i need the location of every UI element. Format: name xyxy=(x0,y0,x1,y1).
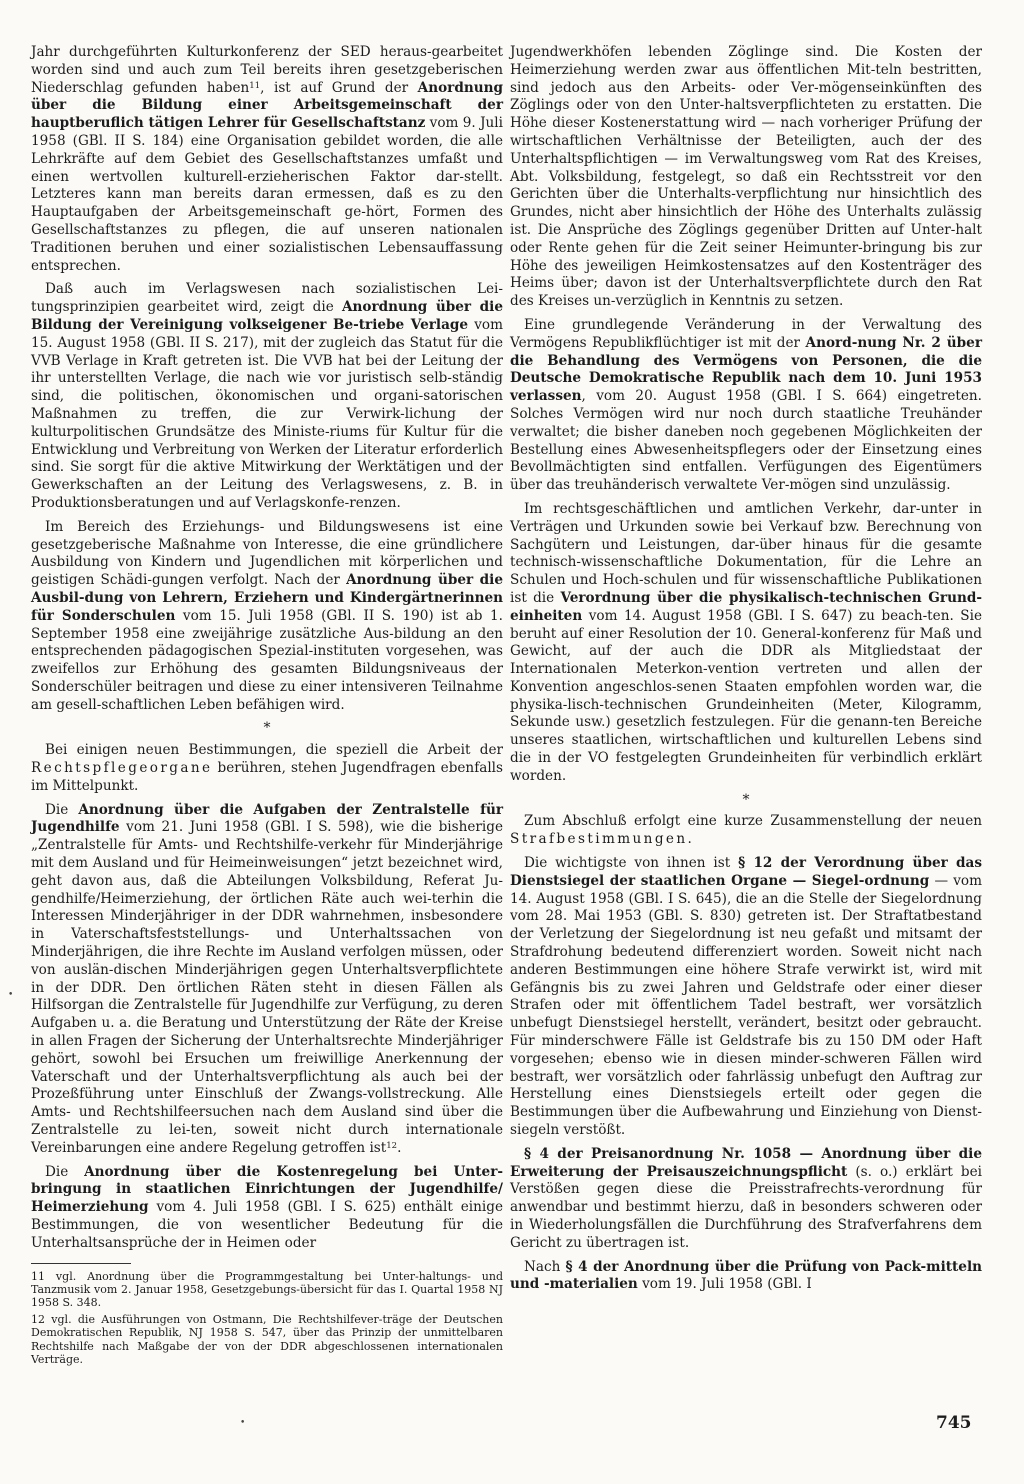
text: vom 15. Juli 1958 (GBl. II S. 190) ist ab 1. September 1958 eine zweijährige zusätzliche Aus-bildung an den entsprechenden pädagogischen Spezial-instituten vorgesehen, was zweifellos zur Erhöhung des gesamten Bildungsniveaus der Sonderschüler beitragen und diese zu einer intensiveren Teilnahme am gesell-schaftlichen Leben befähigen wird. xyxy=(31,607,504,713)
footnote-11: 11 vgl. Anordnung über die Programmgestaltung bei Unter-haltungs- und Tanzmusik vom 2. Januar 1958, Gesetzgebungs-übersicht für das I. Quartal 1958 NJ 1958 S. 348. xyxy=(31,1269,503,1309)
text: . xyxy=(687,831,692,848)
bold-title: § 4 der Anordnung über die Prüfung von Pack-mitteln und -materialien xyxy=(510,1258,982,1293)
spaced-emphasis: Rechtspflegeorgane xyxy=(31,760,213,777)
right-column xyxy=(510,44,982,1300)
bold-title: Anord-nung Nr. 2 über die Behandlung des Vermögens von Personen, die die Deutsche Demokratische Republik nach dem 10. Juni 1953 verlassen xyxy=(510,334,982,405)
right-paragraph-5 xyxy=(510,855,982,1140)
right-paragraph-6 xyxy=(510,1146,982,1253)
text: vom 9. Juli 1958 (GBl. II S. 184) eine Organisation gebildet worden, die alle Lehrkräfte auf dem Gebiet des Gesellschaftstanzes umfaßt und einen wertvollen kulturell-erzieherischen Faktor dar-stellt. Letzteres kann man bereits daran ermessen, daß es zu den Hauptaufgaben der Arbeitsgemeinschaft ge-hört, Formen des Gesellschaftstanzes zu pflegen, die auf unseren nationalen Traditionen beruhen und einer sozialistischen Lebensauffassung entsprechen. xyxy=(31,115,504,274)
scan-speck-dot: • xyxy=(8,990,14,1000)
text: vom 4. Juli 1958 (GBl. I S. 625) enthält einige Bestimmungen, die von wesentlicher Bedeutung für die Unterhaltsansprüche der in Heimen oder xyxy=(31,1199,503,1251)
text: vom 14. August 1958 (GBl. I S. 647) zu beach-ten. Sie beruht auf einer Resolution der 10. General-konferenz für Maß und Gewicht, auf der auch die DDR als Mitgliedstaat der Internationalen Meterkon-vention vertreten und allen der Konvention angeschlos-senen Staaten empfohlen worden war, die physika-lisch-technischen Grundeinheiten (Meter, Kilogramm, Sekunde usw.) gesetzlich festzulegen. Für die genann-ten Bereiche unseres staatlichen, wirtschaftlichen und kulturellen Lebens sind die in der VO festgelegten Grundeinheiten für verbindlich erklärt worden. xyxy=(510,607,982,784)
text: Die wichtigste von ihnen ist xyxy=(524,855,739,872)
text: Die xyxy=(45,1163,85,1180)
footnote-divider xyxy=(31,1263,131,1264)
right-paragraph-7 xyxy=(510,1259,982,1295)
text: Zum Abschluß erfolgt eine kurze Zusammenstellung der neuen xyxy=(524,813,982,830)
footnote-ref-11: 11 xyxy=(249,80,261,91)
bold-title: Anordnung über die Kostenregelung bei Unter-bringung in staatlichen Einrichtungen der Jugendhilfe/ Heimerziehung xyxy=(31,1163,503,1216)
bold-title: Anordnung über die Bildung einer Arbeitsgemeinschaft der hauptberuflich tätigen Lehrer für Gesellschaftstanz xyxy=(31,79,503,132)
text: vom 19. Juli 1958 (GBl. I xyxy=(637,1276,812,1293)
right-paragraph-1 xyxy=(510,44,982,311)
right-paragraph-4 xyxy=(510,813,982,849)
text: — vom 14. August 1958 (GBl. I S. 645), die an die Stelle der Siegelordnung vom 28. Mai 1953 (GBl. S. 830) getreten ist. Der Straftatbestand der Verletzung der Siegelordnung ist neu gefaßt und mitsamt der Strafdrohung bedeutend differenziert worden. Soweit nicht nach anderen Bestimmungen eine höhere Strafe verwirkt ist, wird mit Gefängnis bis zu zwei Jahren und Geldstrafe oder einer dieser Strafen oder mit öffentlichem Tadel bestraft, wer vorsätzlich unbefugt Dienstsiegel herstellt, verändert, besitzt oder gebraucht. Für minderschwere Fälle ist Geldstrafe bis zu 150 DM oder Haft vorgesehen; ebenso wie in diesen minder-schweren Fällen wird bestraft, wer vorsätzlich oder fahrlässig unbefugt den Auftrag zur Herstellung eines Dienstsiegels erteilt oder gegen die Bestimmungen über die Aufbewahrung und Einziehung von Dienst-siegeln verstößt. xyxy=(510,872,982,1139)
text: Im rechtsgeschäftlichen und amtlichen Verkehr, dar-unter in Verträgen und Urkunden sowie bei Verkauf bzw. Berechnung von Sachgütern und Leistungen, dar-über hinaus für die gesamte technisch-wissenschaftliche Dokumentation, für die Lehre an Schulen und Hoch-schulen und für wissenschaftliche Publikationen ist die xyxy=(510,500,982,606)
bold-title: § 12 der Verordnung über das Dienstsiegel der staatlichen Organe — Siegel-ordnung xyxy=(510,855,983,889)
text: , vom 20. August 1958 (GBl. I S. 664) eingetreten. Solches Vermögen wird nur noch durch staatliche Treuhänder verwaltet; die bisher daneben noch gegebenen Möglichkeiten der Bestellung eines Abwesenheitspflegers oder der Einsetzung eines Bevollmächtigten sind entfallen. Verfügungen des Eigentümers über das treuhänderisch verwaltete Ver-mögen sind unzulässig. xyxy=(510,388,982,494)
left-paragraph-1 xyxy=(31,44,503,275)
text: Die xyxy=(45,801,79,818)
footnote-12: 12 vgl. die Ausführungen von Ostmann, Die Rechtshilfever-träge der Deutschen Demokratischen Republik, NJ 1958 S. 547, über das Prinzip der unmittelbaren Rechtshilfe nach Maßgabe der von der DDR abgeschlossenen internationalen Verträge. xyxy=(31,1313,503,1366)
bold-title: § 4 der Preisanordnung Nr. 1058 — Anordnung über die Erweiterung der Preisauszeichnungspflicht xyxy=(510,1145,982,1180)
spaced-emphasis: Strafbestimmungen xyxy=(510,831,688,848)
right-paragraph-3 xyxy=(510,501,982,786)
bold-title: Anordnung über die Ausbil-dung von Lehrern, Erziehern und Kindergärtnerinnen für Sonderschulen xyxy=(31,572,504,624)
left-paragraph-2 xyxy=(31,281,503,512)
text: , ist auf Grund der xyxy=(260,79,418,96)
text: (s. o.) erklärt bei Verstößen gegen diese die Preisstrafrechts-verordnung für anwendbar und bestimmt hierzu, daß in besonders schweren oder in Wiederholungsfällen die Durchführung des Strafverfahrens dem Gericht zu übertragen ist. xyxy=(510,1163,982,1251)
bold-title: Anordnung über die Bildung der Vereinigung volkseigener Be-triebe Verlage xyxy=(31,299,503,333)
text: Jahr durchgeführten Kulturkonferenz der SED heraus-gearbeitet worden sind und auch zum Teil bereits ihren gesetzgeberischen Niederschlag gefunden haben xyxy=(31,44,503,96)
text: Bei einigen neuen Bestimmungen, die speziell die Arbeit der xyxy=(45,742,503,759)
bold-title: Anordnung über die Aufgaben der Zentralstelle für Jugendhilfe xyxy=(31,801,503,836)
right-paragraph-2 xyxy=(510,317,982,495)
page-number: 745 xyxy=(936,1413,972,1433)
text: . xyxy=(397,1139,402,1156)
section-separator-star: * xyxy=(263,720,271,737)
text: Jugendwerkhöfen lebenden Zöglinge sind. Die Kosten der Heimerziehung werden zwar aus öffentlichen Mit-teln bestritten, sind jedoch aus den Arbeits- oder Ver-mögenseinkünften des Zöglings oder von den Unter-haltsverpflichteten zu erstatten. Die Höhe dieser Kostenerstattung wird — nach vorheriger Prüfung der wirtschaftlichen Verhältnisse der Beteiligten, auch der des Unterhaltspflichtigen — im Verwaltungsweg vom Rat des Kreises, Abt. Volksbildung, festgelegt, so daß ein Rechtsstreit vor den Gerichten über die Unterhalts-verpflichtung nur hinsichtlich des Grundes, nicht aber hinsichtlich der Höhe des Unterhalts zulässig ist. Die Ansprüche des Zöglings gegenüber Dritten auf Unter-halt oder Rente gehen für die Zeit seiner Heimunter-bringung bis zur Höhe des jeweiligen Heimkostensatzes auf den Kostenträger des Heims über; davon ist der Unterhaltsverpflichtete durch den Rat des Kreises un-verzüglich in Kenntnis zu setzen. xyxy=(510,44,982,310)
left-paragraph-3 xyxy=(31,519,503,715)
bold-title: Verordnung über die physikalisch-technischen Grund-einheiten xyxy=(510,589,982,624)
footnote-ref-12: 12 xyxy=(386,1140,398,1151)
left-column xyxy=(31,44,503,1370)
left-paragraph-6 xyxy=(31,1164,503,1253)
text: vom 21. Juni 1958 (GBl. I S. 598), wie die bisherige „Zentralstelle für Amts- und Rechtshilfe-verkehr für Minderjährige mit dem Ausland und für Heimeinweisungen“ jetzt bezeichnet wird, geht davon aus, daß die Abteilungen Volksbildung, Referat Ju-gendhilfe/Heimerziehung, der örtlichen Räte auch wei-terhin die Interessen Minderjähriger in der DDR wahrnehmen, insbesondere in Vaterschaftsfeststellungs- und Unterhaltssachen von Minderjährigen, die ihre Rechte im Ausland verfolgen müssen, oder von auslän-dischen Minderjährigen gegen Unterhaltsverpflichtete in der DDR. Den örtlichen Räten steht in diesen Fällen als Hilfsorgan die Zentralstelle für Jugendhilfe zur Verfügung, zu deren Aufgaben u. a. die Beratung und Unterstützung der Räte der Kreise in allen Fragen der Sicherung der Unterhaltsrechte Minderjähriger gehört, sowohl bei Ersuchen um freiwillige Anerkennung der Vaterschaft und der Unterhaltsverpflichtung als auch bei der Prozeßführung unter Einschluß der Zwangs-vollstreckung. Alle Amts- und Rechtshilfeersuchen nach dem Ausland sind über die Zentralstelle zu lei-ten, soweit nicht durch internationale Vereinbarungen eine andere Regelung getroffen ist xyxy=(31,819,503,1156)
left-paragraph-5 xyxy=(31,802,503,1158)
text: berühren, stehen Jugendfragen ebenfalls im Mittelpunkt. xyxy=(31,760,503,794)
text: Daß auch im Verlagswesen nach sozialistischen Lei-tungsprinzipien gearbeitet wird, zeigt die xyxy=(31,281,503,316)
text: vom 15. August 1958 (GBl. II S. 217), mit der zugleich das Statut für die VVB Verlage in Kraft getreten ist. Die VVB hat bei der Leitung der ihr unterstellten Verlage, die nach wie vor juristisch selb-ständig sind, die politischen, ökonomischen und organi-satorischen Maßnahmen zu treffen, die zur Verwirk-lichung der kulturpolitischen Grundsätze des Ministe-riums für Kultur für die Entwicklung und Verbreitung von Werken der Literatur erforderlich sind. Sie sorgt für die aktive Mitwirkung der Werktätigen und der Gewerkschaften an der Leitung des Verlagswesens, z. B. in Produktionsberatungen und auf Verlagskonfe-renzen. xyxy=(31,316,504,511)
scan-speck-dot: • xyxy=(240,1418,246,1428)
section-separator-star: * xyxy=(742,791,750,808)
text: Im Bereich des Erziehungs- und Bildungswesens ist eine gesetzgeberische Maßnahme von Interesse, die eine gründlichere Ausbildung von Kindern und Jugendlichen mit körperlichen und geistigen Schädi-gungen verfolgt. Nach der xyxy=(31,518,503,589)
text: Eine grundlegende Veränderung in der Verwaltung des Vermögens Republikflüchtiger ist mit der xyxy=(510,316,982,351)
text: Nach xyxy=(524,1258,566,1275)
left-paragraph-4 xyxy=(31,742,503,795)
